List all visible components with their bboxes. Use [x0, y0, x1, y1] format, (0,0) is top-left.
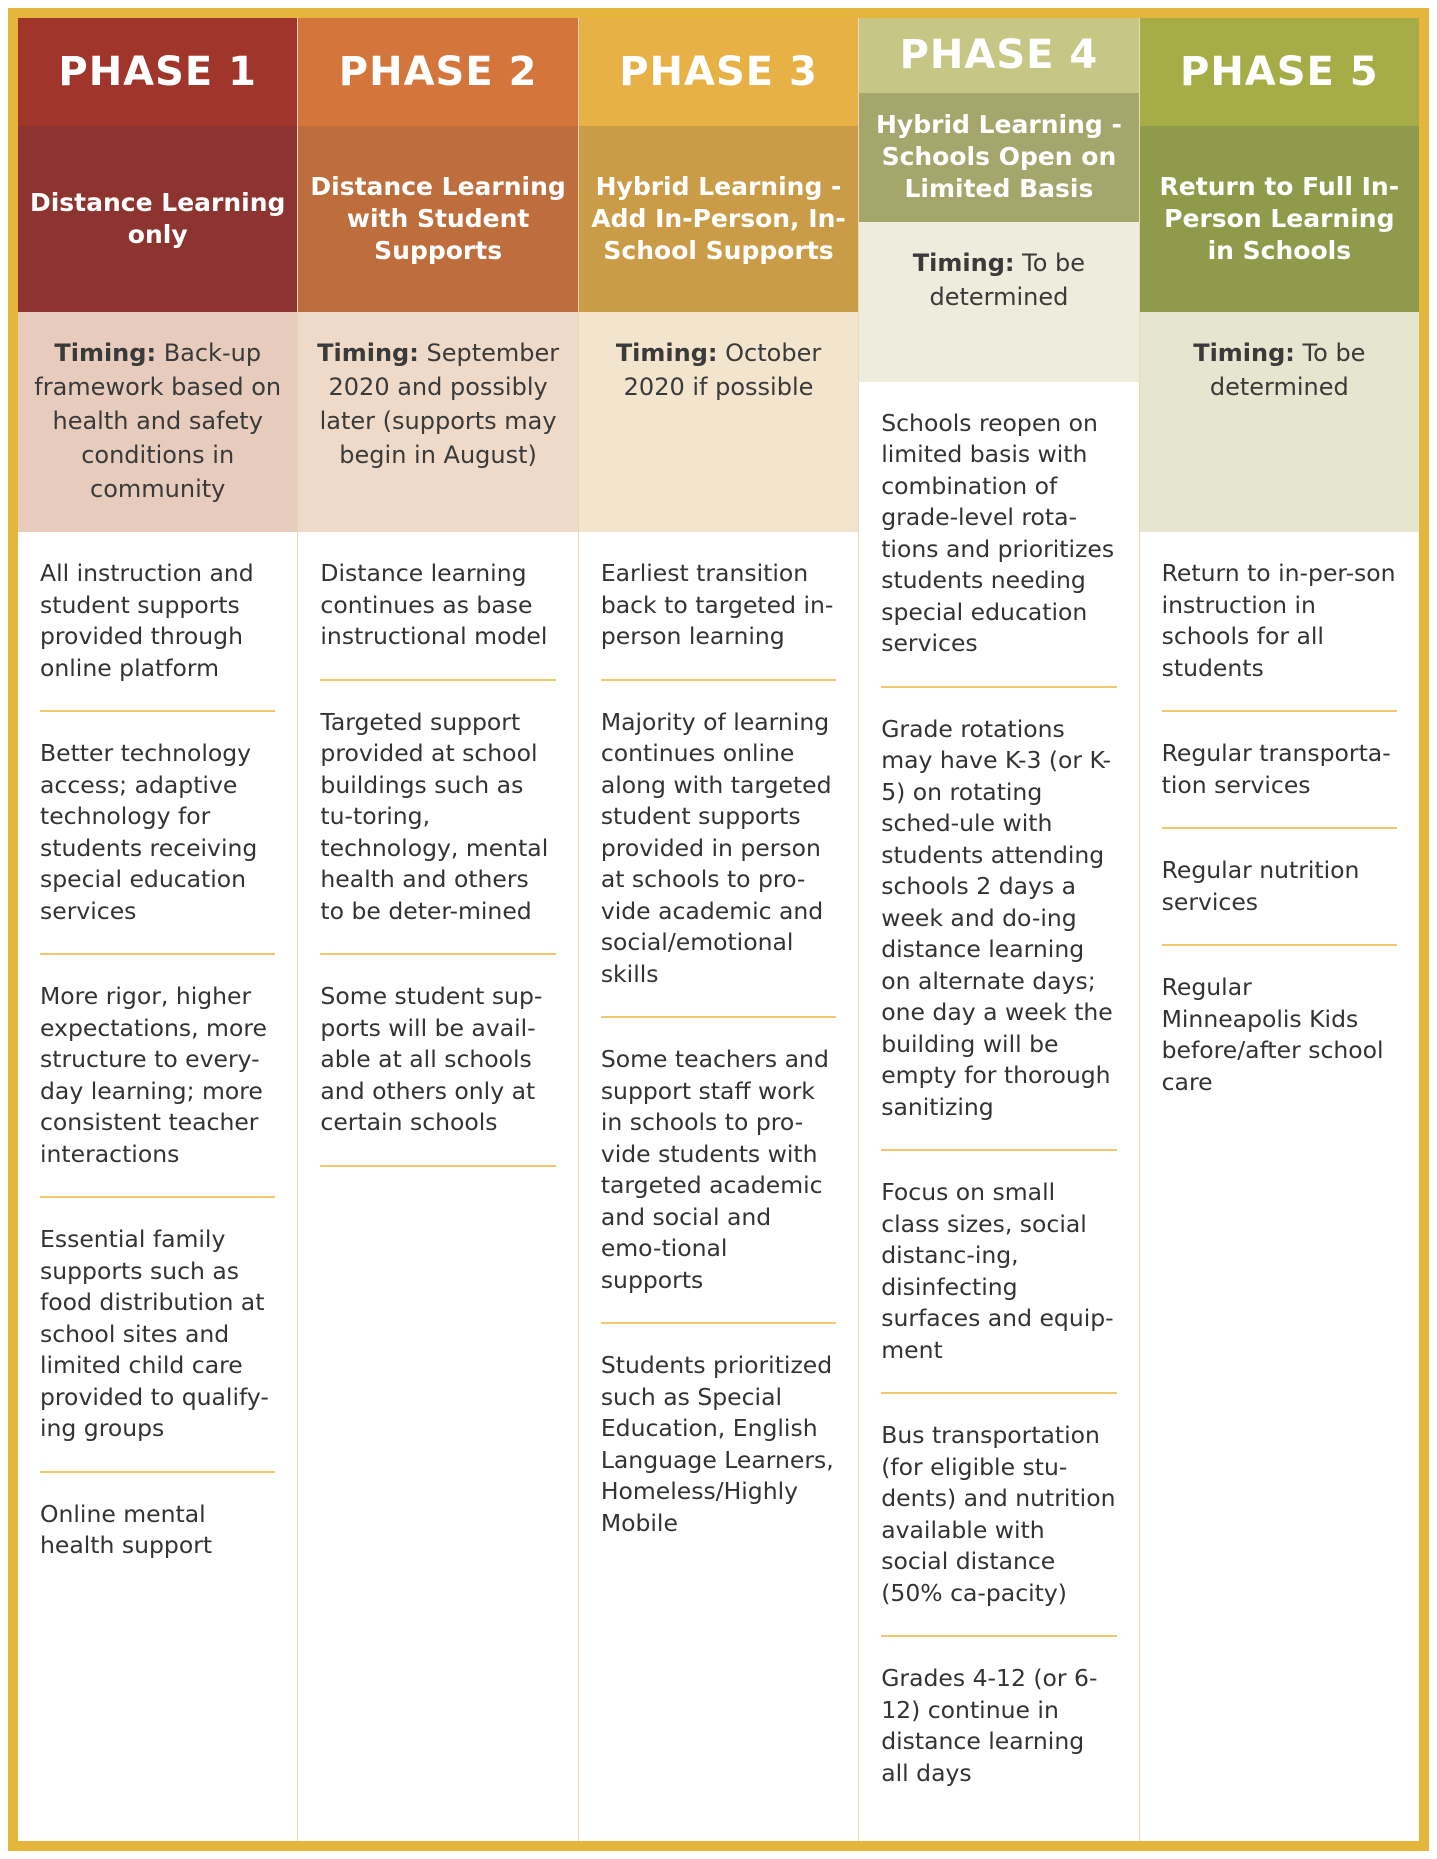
phase-item: Online mental health support — [40, 1499, 213, 1559]
phases-table — [18, 18, 1419, 1841]
phase-items — [1140, 532, 1419, 1841]
timing-text: October 2020 if possible — [623, 339, 822, 401]
phase-item: Some teachers and support staff work in schools to pro-vide students with targeted academic and social and emo-tional supports — [601, 1044, 836, 1324]
phase-subtitle — [18, 126, 297, 312]
phase-items — [859, 382, 1138, 1842]
timing-label: Timing: — [54, 339, 157, 367]
phase-item: Grade rotations may have K-3 (or K-5) on rotating sched-ule with students attending schools 2 days a week and do-ing distance learning on alternate days; one day a week the building will be empty for thorough sanitizing — [881, 714, 1116, 1152]
phase-timing — [18, 312, 297, 532]
phases-table-frame — [8, 8, 1429, 1851]
phase-item: Earliest transition back to targeted in-person learning — [601, 558, 836, 681]
phase-subtitle — [579, 126, 858, 312]
phase-timing — [579, 312, 858, 532]
phase-column-4 — [859, 18, 1139, 1841]
phase-column-5 — [1140, 18, 1419, 1841]
phase-item: Regular Minneapolis Kids before/after school care — [1161, 973, 1384, 1096]
phase-subtitle-text: Hybrid Learning - Add In-Person, In-School Supports — [591, 172, 846, 265]
phase-items — [579, 532, 858, 1841]
phase-column-3 — [579, 18, 859, 1841]
phase-column-1 — [18, 18, 298, 1841]
phase-title: PHASE 4 — [859, 18, 1138, 93]
phase-subtitle — [859, 93, 1138, 222]
phase-subtitle-text: Return to Full In-Person Learning in Schools — [1159, 172, 1400, 265]
phase-item: Grades 4-12 (or 6-12) continue in distance learning all days — [881, 1664, 1098, 1787]
phase-column-2 — [298, 18, 578, 1841]
phase-item: Bus transportation (for eligible stu-dents) and nutrition available with social distance (50% ca-pacity) — [881, 1420, 1116, 1637]
timing-label: Timing: — [615, 339, 718, 367]
phase-title: PHASE 1 — [18, 18, 297, 126]
phase-item: Essential family supports such as food distribution at school sites and limited child care provided to qualify-ing groups — [40, 1224, 275, 1473]
phase-timing — [859, 222, 1138, 382]
phase-title: PHASE 5 — [1140, 18, 1419, 126]
phase-subtitle — [1140, 126, 1419, 312]
phase-title: PHASE 3 — [579, 18, 858, 126]
phase-item: Better technology access; adaptive technology for students receiving special education services — [40, 738, 275, 955]
phase-item: Schools reopen on limited basis with combination of grade-level rota-tions and prioritizes students needing special education services — [881, 408, 1116, 688]
phase-subtitle-text: Distance Learning only — [29, 188, 286, 249]
phase-item: Regular nutrition services — [1162, 855, 1397, 946]
phase-item: Return to in-per-son instruction in schools for all students — [1162, 558, 1397, 712]
phase-items — [18, 532, 297, 1841]
phase-subtitle-text: Hybrid Learning - Schools Open on Limited Basis — [876, 110, 1122, 204]
phase-item: Majority of learning continues online along with targeted student supports provided in person at schools to pro-vide academic and social/emotional skills — [601, 707, 836, 1019]
phase-subtitle — [298, 126, 577, 312]
phase-items — [298, 532, 577, 1841]
timing-label: Timing: — [912, 248, 1015, 277]
phase-item: Focus on small class sizes, social distanc-ing, disinfecting surfaces and equip-ment — [881, 1177, 1116, 1394]
timing-label: Timing: — [1193, 339, 1295, 367]
timing-text: To be determined — [1209, 339, 1366, 401]
phase-item: Targeted support provided at school buildings such as tu-toring, technology, mental health and others to be deter-mined — [320, 707, 555, 956]
phase-title: PHASE 2 — [298, 18, 577, 126]
timing-text: To be determined — [929, 248, 1086, 311]
timing-label: Timing: — [317, 339, 419, 367]
phase-item: All instruction and student supports provided through online platform — [40, 558, 275, 712]
phase-item: Regular transporta-tion services — [1162, 738, 1397, 829]
phase-item: Students prioritized such as Special Education, English Language Learners, Homeless/Highly Mobile — [600, 1351, 834, 1537]
phase-item: Some student sup-ports will be avail-able at all schools and others only at certain schools — [320, 981, 555, 1167]
phase-item: Distance learning continues as base instructional model — [320, 558, 555, 681]
phase-timing — [1140, 312, 1419, 532]
phase-subtitle-text: Distance Learning with Student Supports — [310, 172, 566, 265]
timing-text: September 2020 and possibly later (supports may begin in August) — [319, 339, 560, 469]
phase-item: More rigor, higher expectations, more structure to every-day learning; more consistent teacher interactions — [40, 981, 275, 1198]
timing-text: Back-up framework based on health and safety conditions in community — [34, 339, 282, 503]
phase-timing — [298, 312, 577, 532]
